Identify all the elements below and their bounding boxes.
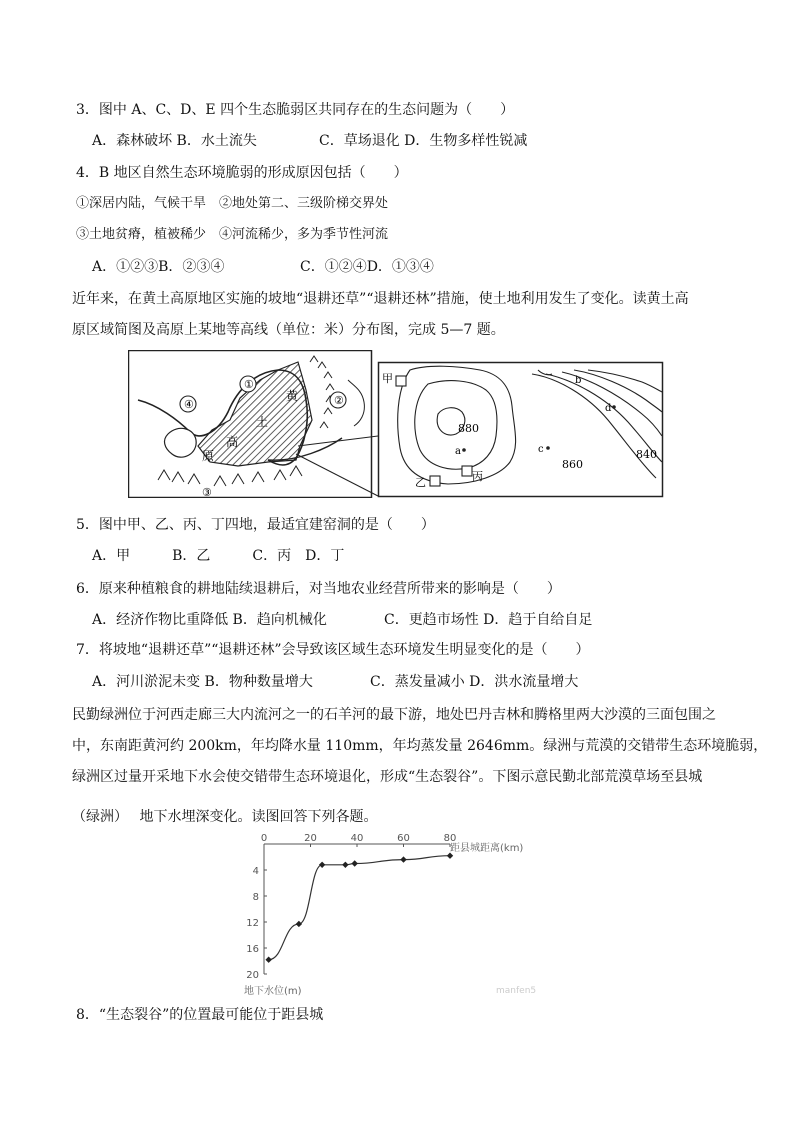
site-bing-marker	[462, 466, 472, 476]
map-label-2: ②	[334, 394, 344, 407]
y-tick-label: 12	[246, 918, 259, 929]
label-jia: 甲	[382, 372, 393, 385]
data-point	[351, 860, 357, 866]
loess-plateau-map-figure	[128, 350, 665, 498]
q8-stem: 8．“生态裂谷”的位置最可能位于距县城	[76, 1007, 324, 1023]
groundwater-depth-chart	[238, 832, 558, 997]
intro-8-line-1: 民勤绿洲位于河西走廊三大内流河之一的石羊河的最下游，地处巴丹吉林和腾格里两大沙漠的三面包围之	[72, 707, 716, 723]
y-tick-label: 4	[252, 866, 259, 877]
q4-statement-2: ③土地贫瘠，植被稀少 ④河流稀少，多为季节性河流	[76, 227, 389, 242]
x-tick-label: 0	[260, 833, 268, 844]
label-a: a	[455, 446, 461, 457]
label-d: d	[605, 403, 612, 414]
q7-option-ab: A．河川淤泥未变 B．物种数量增大	[92, 674, 313, 690]
map-label-tu: 土	[256, 415, 269, 429]
map-label-huang: 黄	[286, 389, 299, 403]
data-point	[265, 957, 271, 963]
watermark: manfen5	[496, 986, 537, 996]
q5-stem: 5．图中甲、乙、丙、丁四地，最适宜建窑洞的是（ ）	[76, 517, 435, 533]
q4-option-cd: C．①②④D．①③④	[300, 259, 434, 275]
label-bing: 丙	[472, 470, 483, 483]
label-yi: 乙	[415, 476, 426, 489]
q4-statement-1: ①深居内陆，气候干旱 ②地处第二、三级阶梯交界处	[76, 196, 389, 211]
point-c	[546, 446, 550, 450]
loess-plateau-map-svg	[128, 350, 665, 498]
x-tick-label: 60	[397, 833, 410, 844]
y-tick-label: 16	[246, 944, 259, 955]
label-b: b	[575, 375, 582, 386]
y-tick-label: 8	[252, 892, 259, 903]
x-tick-label: 20	[304, 833, 317, 844]
intro-8-line-2: 中，东南距黄河约 200km，年均降水量 110mm，年均蒸发量 2646mm。绿洲与荒漠的交错带生态环境脆弱，	[72, 738, 768, 754]
point-d	[612, 405, 616, 409]
q6-option-cd: C．更趋市场性 D．趋于自给自足	[384, 612, 593, 628]
q4-stem: 4．B 地区自然生态环境脆弱的形成原因包括（ ）	[76, 165, 408, 181]
map-label-gao: 高	[226, 435, 239, 449]
data-point	[400, 856, 406, 862]
map-label-4: ④	[184, 398, 194, 411]
point-a	[462, 448, 466, 452]
groundwater-chart-svg	[238, 832, 558, 997]
y-axis-label: 地下水位(m)	[244, 986, 302, 997]
label-880: 880	[458, 422, 479, 435]
q3-option-cd: C．草场退化 D．生物多样性锐减	[319, 133, 528, 149]
x-axis-label: 距县城距离(km)	[450, 843, 524, 854]
q6-stem: 6．原来种植粮食的耕地陆续退耕后，对当地农业经营所带来的影响是（ ）	[76, 581, 561, 597]
x-tick-label: 80	[443, 833, 457, 844]
data-point	[319, 862, 325, 868]
label-c: c	[538, 444, 544, 455]
q4-option-ab: A．①②③B．②③④	[92, 259, 225, 275]
q7-option-cd: C．蒸发量减小 D．洪水流量增大	[370, 674, 579, 690]
q5-options: A．甲 B．乙 C．丙 D．丁	[92, 548, 345, 564]
intro-8-line-3: 绿洲区过量开采地下水会使交错带生态环境退化，形成“生态裂谷”。下图示意民勤北部荒漠草场至县城	[72, 769, 703, 785]
q7-stem: 7．将坡地“退耕还草”“退耕还林”会导致该区域生态环境发生明显变化的是（ ）	[76, 642, 590, 658]
series-line	[269, 856, 450, 960]
site-yi-marker	[430, 476, 440, 486]
x-tick-label: 40	[350, 833, 364, 844]
intro-5-7-line-1: 近年来，在黄土高原地区实施的坡地“退耕还草”“退耕还林”措施，使土地利用发生了变化。读黄土高	[72, 291, 689, 307]
q3-option-ab: A．森林破坏 B．水土流失	[92, 133, 257, 149]
site-jia-marker	[396, 376, 406, 386]
map-label-yuan: 原	[202, 449, 215, 463]
q3-stem: 3．图中 A、C、D、E 四个生态脆弱区共同存在的生态问题为（ ）	[76, 102, 515, 118]
label-860: 860	[562, 458, 583, 471]
data-point	[296, 921, 302, 927]
map-label-3: ③	[202, 486, 212, 498]
data-point	[342, 862, 348, 868]
intro-8-line-4: （绿洲） 地下水埋深变化。读图回答下列各题。	[72, 809, 378, 825]
q6-option-ab: A．经济作物比重降低 B．趋向机械化	[92, 612, 327, 628]
label-840: 840	[636, 448, 657, 461]
y-tick-label: 20	[246, 970, 259, 981]
map-label-1: ①	[244, 378, 254, 391]
intro-5-7-line-2: 原区域简图及高原上某地等高线（单位：米）分布图，完成 5—7 题。	[72, 322, 505, 338]
